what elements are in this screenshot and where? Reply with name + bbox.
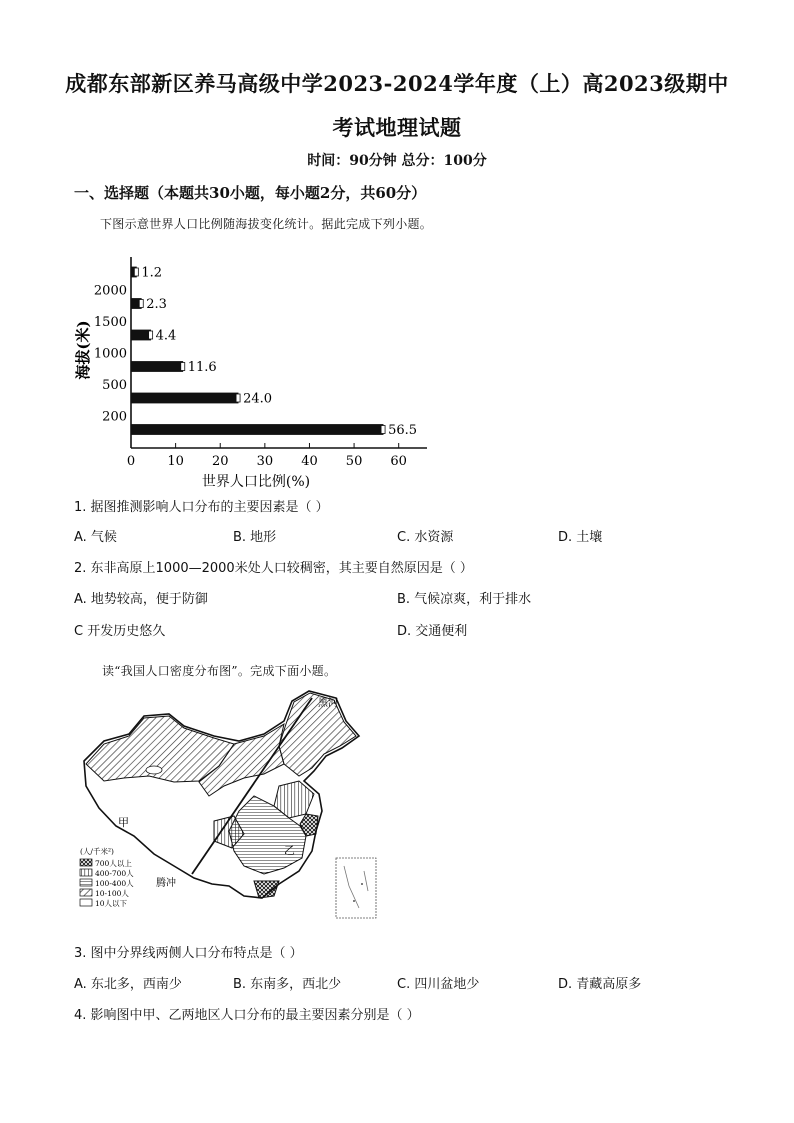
q1-option-b: B. 地形 xyxy=(233,530,277,545)
chart-x-tick-label: 60 xyxy=(390,454,407,469)
legend-item-2: 400-700人 xyxy=(95,869,134,878)
chart-x-tick-label: 40 xyxy=(301,454,318,469)
label-jia: 甲 xyxy=(118,816,129,829)
label-yi: 乙 xyxy=(284,844,295,857)
chart-bar-cap xyxy=(381,426,385,434)
question-3-stem: 3. 图中分界线两侧人口分布特点是（ ） xyxy=(74,946,303,961)
chart-data-label: 56.5 xyxy=(388,423,418,438)
chart-y-tick-label: 500 xyxy=(102,378,127,393)
q1-option-d: D. 土壤 xyxy=(558,530,603,545)
legend-item-5: 10人以下 xyxy=(95,899,128,908)
chart-bar-cap xyxy=(134,268,138,276)
q1-option-c: C. 水资源 xyxy=(397,530,454,545)
chart-y-tick-label: 1000 xyxy=(93,346,127,362)
chart-bar xyxy=(131,425,383,435)
chart-bar xyxy=(131,330,151,340)
chart-y-tick-label: 1500 xyxy=(93,315,127,330)
section-heading: 一、选择题（本题共30小题，每小题2分，共60分） xyxy=(74,184,427,202)
label-heihe: 黑河 xyxy=(318,698,338,709)
map-intro: 读“我国人口密度分布图”。完成下面小题。 xyxy=(102,664,337,678)
svg-text:(人/千米²): (人/千米²) xyxy=(80,847,114,856)
q3-option-c: C. 四川盆地少 xyxy=(397,977,480,992)
legend-item-4: 10-100人 xyxy=(95,889,129,898)
chart-bar-cap xyxy=(149,331,153,339)
map-region-south-coast xyxy=(254,881,279,898)
chart-data-label: 4.4 xyxy=(155,328,177,344)
chart-bar xyxy=(131,362,183,372)
chart-data-label: 2.3 xyxy=(146,297,167,312)
china-population-density-map xyxy=(74,686,384,926)
chart-intro: 下图示意世界人口比例随海拔变化统计。据此完成下列小题。 xyxy=(100,217,433,231)
q2-option-c: C 开发历史悠久 xyxy=(74,624,166,639)
page-title: 成都东部新区养马高级中学2023-2024学年度（上）高2023级期中 xyxy=(65,71,729,96)
q3-option-d: D. 青藏高原多 xyxy=(558,977,642,992)
chart-x-tick-label: 30 xyxy=(256,454,274,469)
chart-data-label: 11.6 xyxy=(187,360,217,375)
q2-option-b: B. 气候凉爽，利于排水 xyxy=(397,592,532,607)
map-lake xyxy=(146,766,162,774)
chart-bar-cap xyxy=(236,394,240,402)
question-4-stem: 4. 影响图中甲、乙两地区人口分布的最主要因素分别是（ ） xyxy=(74,1008,420,1023)
map-inset-box xyxy=(336,858,376,918)
legend-item-1: 700人以上 xyxy=(95,859,132,868)
chart-x-tick-label: 50 xyxy=(345,454,363,469)
chart-y-axis-label: 海拔(米) xyxy=(74,320,92,380)
chart-bar-cap xyxy=(139,300,143,308)
page-title-line2: 考试地理试题 xyxy=(332,115,462,140)
chart-x-axis-label: 世界人口比例(%) xyxy=(201,474,311,490)
chart-data-label: 1.2 xyxy=(141,265,163,281)
chart-x-tick-label: 10 xyxy=(167,454,184,469)
chart-y-tick-label: 200 xyxy=(102,409,127,425)
legend-item-3: 100-400人 xyxy=(95,879,134,888)
chart-x-tick-label: 0 xyxy=(126,454,136,469)
q2-option-a: A. 地势较高，便于防御 xyxy=(74,592,208,607)
chart-x-tick-label: 20 xyxy=(211,454,229,469)
chart-y-tick-label: 2000 xyxy=(93,283,127,299)
question-2-stem: 2. 东非高原上1000—2000米处人口较稠密，其主要自然原因是（ ） xyxy=(74,561,473,576)
question-1-stem: 1. 据图推测影响人口分布的主要因素是（ ） xyxy=(74,500,329,515)
map-legend xyxy=(80,846,134,908)
exam-meta: 时间：90分钟 总分：100分 xyxy=(307,153,487,169)
chart-bar-cap xyxy=(181,363,185,371)
q2-option-d: D. 交通便利 xyxy=(397,624,468,639)
population-altitude-chart xyxy=(70,255,440,495)
q1-option-a: A. 气候 xyxy=(74,530,117,545)
q3-option-a: A. 东北多，西南少 xyxy=(74,977,182,992)
q3-option-b: B. 东南多，西北少 xyxy=(233,977,342,992)
label-tengchong: 腾冲 xyxy=(156,878,176,889)
chart-data-label: 24.0 xyxy=(243,391,273,407)
chart-bar xyxy=(131,393,238,403)
